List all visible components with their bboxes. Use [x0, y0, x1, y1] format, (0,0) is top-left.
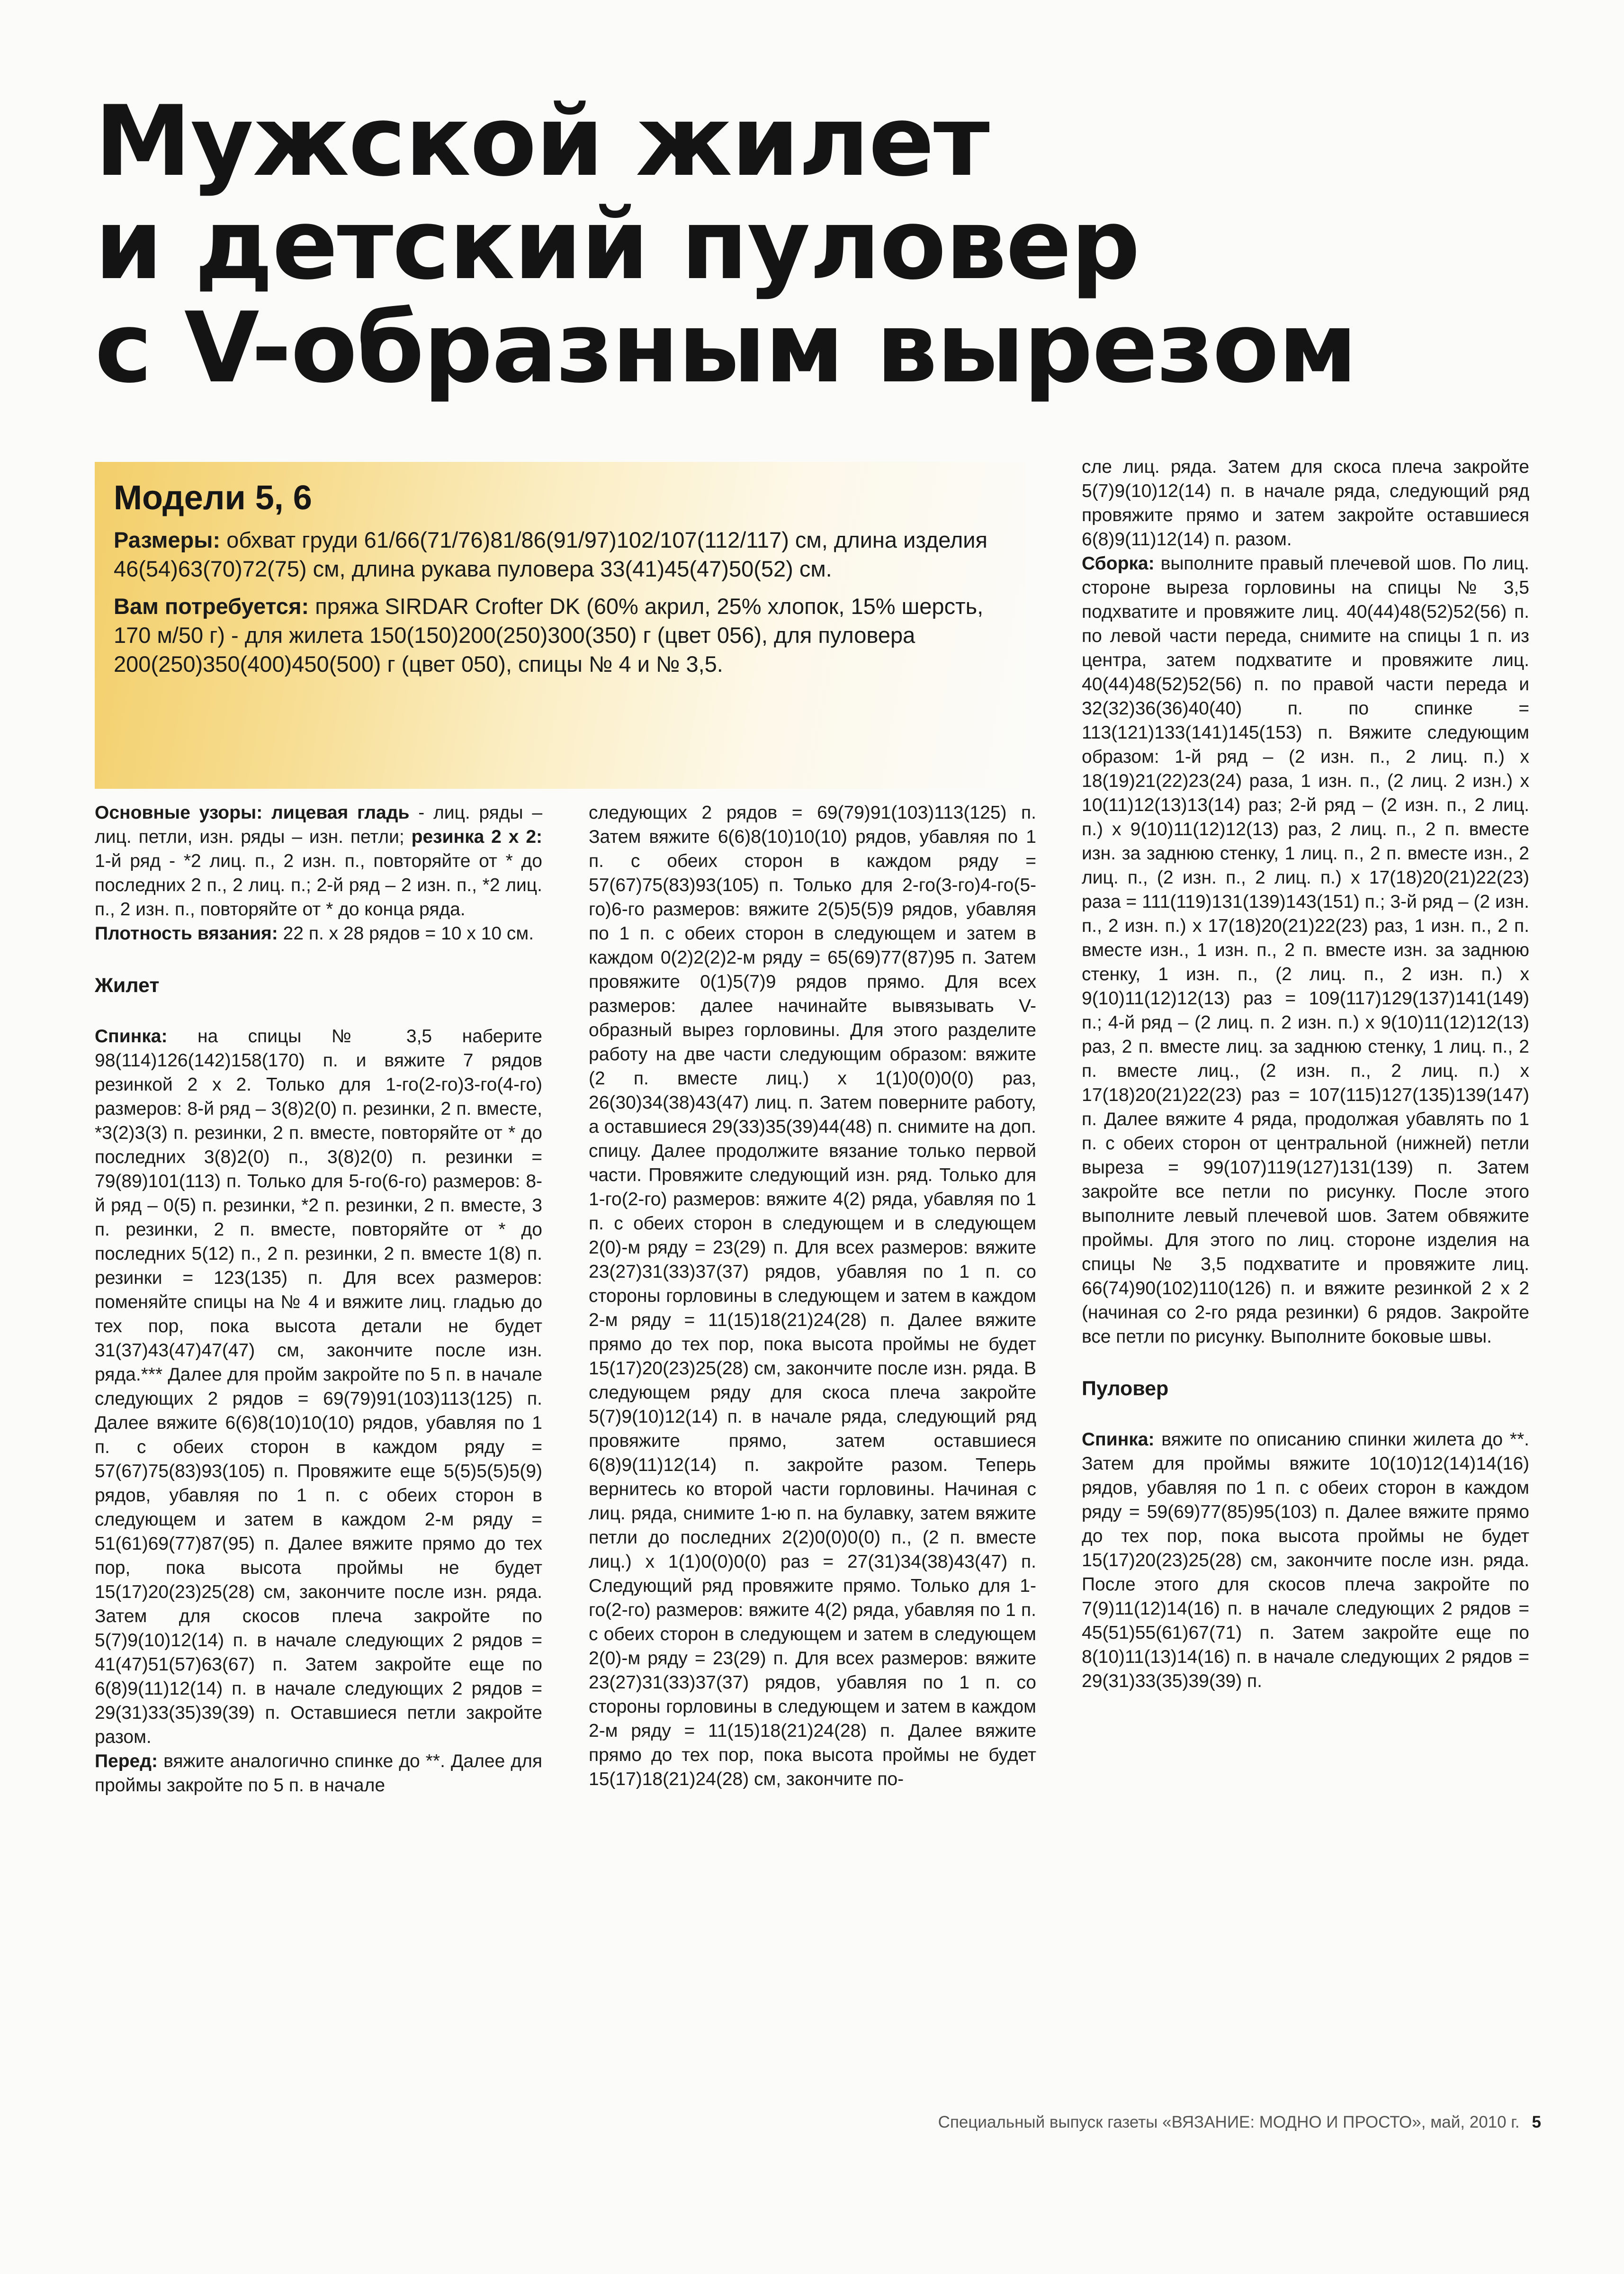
- sizes-label: Размеры:: [114, 527, 221, 552]
- rib-text: 1-й ряд - *2 лиц. п., 2 изн. п., повторяйте от * до последних 2 п., 2 лиц. п.; 2-й ряд – 2 изн. п., *2 лиц. п., 2 изн. п., повторяйте от * до конца ряда.: [95, 851, 542, 920]
- materials-label: Вам потребуется:: [114, 594, 309, 619]
- title-line-3: с V-образным вырезом: [95, 292, 1357, 405]
- materials-text: пряжа SIRDAR Crofter DK (60% акрил, 25% хлопок, 15% шерсть, 170 м/50 г) - для жилета 150(150)200(250)300(350) г (цвет 056), для пуловера 200(250)350(400)450(500) г (цвет 050), спицы № 4 и № 3,5.: [114, 594, 984, 677]
- models-info-box: [95, 462, 1025, 789]
- rib-label: резинка 2 х 2:: [411, 827, 542, 847]
- sizes-paragraph: [114, 525, 1006, 583]
- density-paragraph: [95, 921, 542, 946]
- vest-front-paragraph: [95, 1749, 542, 1797]
- materials-paragraph: [114, 592, 1006, 678]
- pullover-back-text: вяжите по описанию спинки жилета до **. Затем для проймы вяжите 10(10)12(14)14(16) рядов, убавляя по 1 п. с обеих сторон в каждом ряду = 59(69)77(85)95(103) п. Далее вяжите прямо до тех пор, пока высота проймы не будет 15(17)20(23)25(28) см, закончите после изн. ряда. После этого для скосов плеча закройте по 7(9)11(12)14(16) п. в начале следующих 2 рядов = 45(51)55(61)67(71) п. Затем закройте еще по 8(10)11(13)14(16) п. в начале следующих 2 рядов = 29(31)33(35)39(39) п.: [1082, 1429, 1529, 1691]
- vest-back-text: на спицы № 3,5 наберите 98(114)126(142)158(170) п. и вяжите 7 рядов резинкой 2 х 2. Только для 1-го(2-го)3-го(4-го) размеров: 8-й ряд – 3(8)2(0) п. резинки, 2 п. вместе, *3(2)3(3) п. резинки, 2 п. вместе, повторяйте от * до последних 3(8)2(0) п., 3(8)2(0) п. резинки = 79(89)101(113) п. Только для 5-го(6-го) размеров: 8-й ряд – 0(5) п. резинки, *2 п. резинки, 2 п. вместе, 3 п. резинки, 2 п. вместе, повторяйте от * до последних 5(12) п., 2 п. резинки, 2 п. вместе 1(8) п. резинки = 123(135) п. Для всех размеров: поменяйте спицы на № 4 и вяжите лиц. гладью до тех пор, пока высота детали не будет 31(37)43(47)47(47) см, закончите после изн. ряда.*** Далее для пройм закройте по 5 п. в начале следующих 2 рядов = 69(79)91(103)113(125) п. Далее вяжите 6(6)8(10)10(10) рядов, убавляя по 1 п. с обеих сторон в каждом ряду = 57(67)75(83)93(105) п. Провяжите еще 5(5)5(5)5(9) рядов, убавляя по 1 п. с обеих сторон в следующем и затем в каждом 2-м ряду = 51(61)69(77)87(95) п. Далее вяжите прямо до тех пор, пока высота проймы не будет 15(17)20(23)25(28) см, закончите после изн. ряда. Затем для скосов плеча закройте по 5(7)9(10)12(14) п. в начале следующих 2 рядов = 41(47)51(57)63(67) п. Затем закройте еще по 6(8)9(11)12(14) п. в начале следующих 2 рядов = 29(31)33(35)39(39) п. Оставшиеся петли закройте разом.: [95, 1026, 542, 1747]
- publication-credit: Специальный выпуск газеты «ВЯЗАНИЕ: МОДНО И ПРОСТО», май, 2010 г.: [938, 2113, 1520, 2131]
- text-column-3: [1082, 455, 1529, 1693]
- pullover-back-label: Спинка:: [1082, 1429, 1155, 1450]
- pullover-back-paragraph: [1082, 1427, 1529, 1693]
- assembly-label: Сборка:: [1082, 553, 1155, 574]
- patterns-label: Основные узоры: лицевая гладь: [95, 803, 410, 823]
- vest-back-paragraph: [95, 1024, 542, 1749]
- assembly-paragraph: [1082, 551, 1529, 1349]
- vest-front-end: сле лиц. ряда. Затем для скоса плеча закройте 5(7)9(10)12(14) п. в начале ряда, следующий ряд провяжите прямо и затем закройте оставшиеся 6(8)9(11)12(14) п. разом.: [1082, 457, 1529, 550]
- density-text: 22 п. х 28 рядов = 10 х 10 см.: [283, 923, 534, 944]
- page-footer: [938, 2112, 1541, 2133]
- models-heading: Модели 5, 6: [114, 479, 312, 517]
- vest-front-continued: следующих 2 рядов = 69(79)91(103)113(125) п. Затем вяжите 6(6)8(10)10(10) рядов, убавляя по 1 п. с обеих сторон в каждом ряду = 57(67)75(83)93(105) п. Только для 2-го(3-го)4-го(5-го)6-го размеров: вяжите 2(5)5(5)9 рядов, убавляя по 1 п. с обеих сторон в следующем и затем в каждом 0(2)2(2)2-м ряду = 65(69)77(87)95 п. Затем провяжите 0(1)5(7)9 рядов прямо. Для всех размеров: далее начинайте вывязывать V-образный вырез горловины. Для этого разделите работу на две части следующим образом: вяжите (2 п. вместе лиц.) х 1(1)0(0)0(0) раз, 26(30)34(38)43(47) лиц. п. Затем поверните работу, а оставшиеся 29(33)35(39)44(48) п. снимите на доп. спицу. Далее продолжите вязание только первой части. Провяжите следующий изн. ряд. Только для 1-го(2-го) размеров: вяжите 4(2) ряда, убавляя по 1 п. с обеих сторон в следующем и в следующем 2(0)-м ряду = 23(29) п. Для всех размеров: вяжите 23(27)31(33)37(37) рядов, убавляя по 1 п. со стороны горловины в следующем и затем в каждом 2-м ряду = 11(15)18(21)24(28) п. Далее вяжите прямо до тех пор, пока высота проймы не будет 15(17)20(23)25(28) см, закончите после изн. ряда. В следующем ряду для скоса плеча закройте 5(7)9(10)12(14) п. в начале ряда, следующий ряд провяжите прямо, затем оставшиеся 6(8)9(11)12(14) п. закройте разом. Теперь вернитесь ко второй части горловины. Начиная с лиц. ряда, снимите 1-ю п. на булавку, затем вяжите петли до последних 2(2)0(0)0(0) п., (2 п. вместе лиц.) х 1(1)0(0)0(0) раз = 27(31)34(38)43(47) п. Следующий ряд провяжите прямо. Только для 1-го(2-го) размеров: вяжите 4(2) ряда, убавляя по 1 п. с обеих сторон в следующем и затем в следующем 2(0)-м ряду = 23(29) п. Для всех размеров: вяжите 23(27)31(33)37(37) рядов, убавляя по 1 п. со стороны горловины в следующем и затем в каждом 2-м ряду = 11(15)18(21)24(28) п. Далее вяжите прямо до тех пор, пока высота проймы не будет 15(17)18(21)24(28) см, закончите по-: [589, 803, 1036, 1789]
- title-line-1: Мужской жилет: [95, 85, 989, 198]
- article-title: [95, 85, 1539, 405]
- patterns-text: - лиц. ряды – лиц. петли, изн. ряды – изн. петли;: [95, 803, 543, 847]
- assembly-text: выполните правый плечевой шов. По лиц. стороне выреза горловины на спицы № 3,5 подхватите и провяжите лиц. 40(44)48(52)52(56) п. по левой части переда, снимите на спицы 1 п. из центра, затем подхватите и провяжите лиц. 40(44)48(52)52(56) п. по правой части переда и 32(32)36(36)40(40) п. по спинке = 113(121)133(141)145(153) п. Вяжите следующим образом: 1-й ряд – (2 изн. п., 2 лиц. п.) х 18(19)21(22)23(24) раза, 1 изн. п., (2 лиц. 2 изн.) х 10(11)12(13)13(14) раз; 2-й ряд – (2 изн. п., 2 лиц. п.) х 9(10)11(12)12(13) раз, 2 лиц. п., 2 п. вместе изн. за заднюю стенку, 1 лиц. п., 2 п. вместе изн., 2 лиц. п., (2 изн. п., 2 лиц. п.) х 17(18)20(21)22(23) раза = 111(119)131(139)143(151) п.; 3-й ряд – (2 изн. п., 2 изн. п.) х 17(18)20(21)22(23) раз, 1 изн. п., 2 п. вместе изн., 1 изн. п., 2 п. вместе изн. за заднюю стенку, 1 изн. п., (2 лиц. п., 2 изн. п.) х 9(10)11(12)12(13) раз = 109(117)129(137)141(149) п.; 4-й ряд – (2 лиц. п. 2 изн. п.) х 9(10)11(12)12(13) раз, 2 п. вместе лиц. за заднюю стенку, 1 лиц. п., 2 п. вместе лиц., (2 изн. п., 2 лиц. п.) х 17(18)20(21)22(23) раз = 107(115)127(135)139(147) п. Далее вяжите 4 ряда, продолжая убавлять по 1 п. с обеих сторон от центральной (нижней) петли выреза = 99(107)119(127)131(139) п. Затем закройте все петли по рисунку. После этого выполните левый плечевой шов. Затем обвяжите проймы. Для этого по лиц. стороне изделия на спицы № 3,5 подхватите и провяжите лиц. 66(74)90(102)110(126) п. и вяжите резинкой 2 х 2 (начиная со 2-го ряда резинки) 6 рядов. Закройте все петли по рисунку. Выполните боковые швы.: [1082, 553, 1529, 1347]
- text-column-1: [95, 801, 542, 1797]
- sizes-text: обхват груди 61/66(71/76)81/86(91/97)102/107(112/117) см, длина изделия 46(54)63(70)72(75) см, длина рукава пуловера 33(41)45(47)50(52) см.: [114, 527, 987, 581]
- text-column-2: [589, 801, 1036, 1791]
- title-line-2: и детский пуловер: [95, 189, 1139, 301]
- density-label: Плотность вязания:: [95, 923, 278, 944]
- vest-back-label: Спинка:: [95, 1026, 168, 1047]
- vest-front-label: Перед:: [95, 1751, 158, 1771]
- page-number: 5: [1532, 2113, 1541, 2131]
- vest-front-text: вяжите аналогично спинке до **. Далее для проймы закройте по 5 п. в начале: [95, 1751, 542, 1796]
- pullover-heading: Пуловер: [1082, 1377, 1169, 1400]
- patterns-paragraph: [95, 801, 542, 921]
- vest-heading: Жилет: [95, 974, 160, 997]
